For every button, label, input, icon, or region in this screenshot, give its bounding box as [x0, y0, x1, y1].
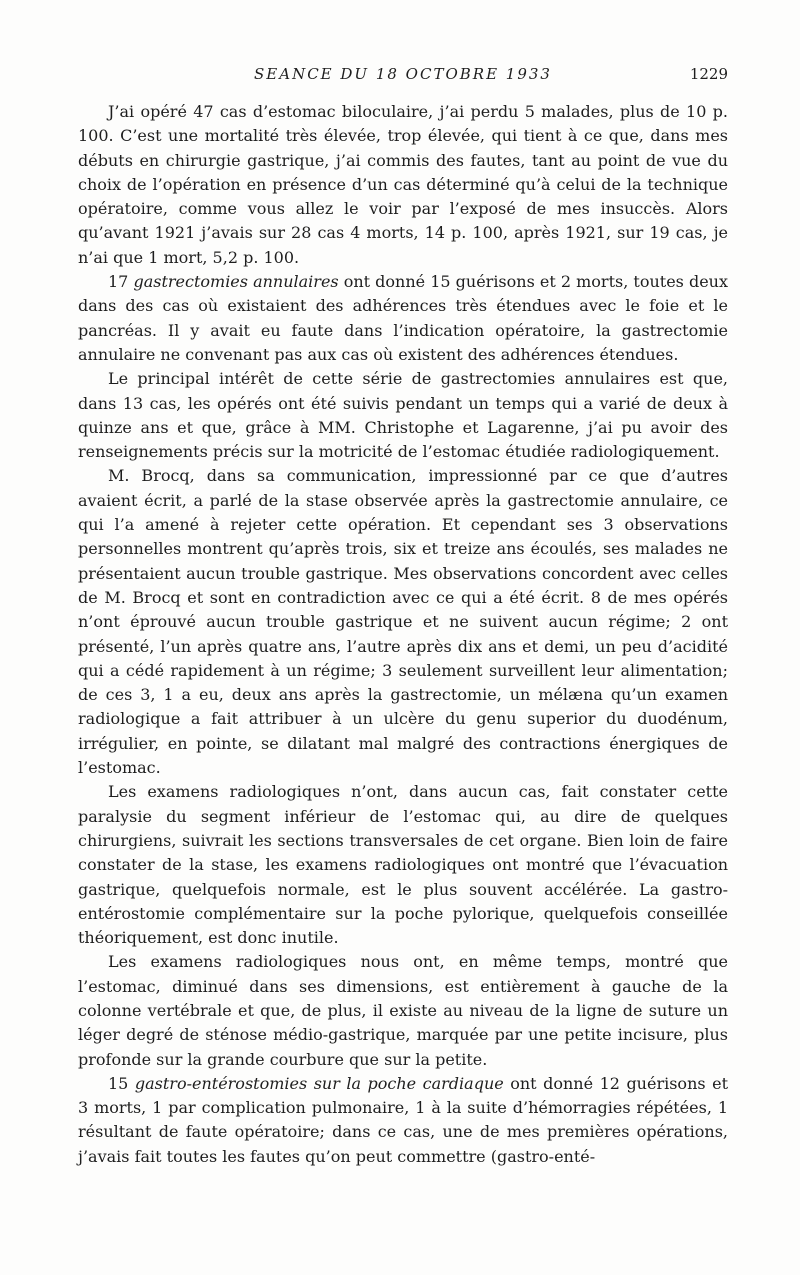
running-title: SEANCE DU 18 OCTOBRE 1933 [254, 65, 552, 83]
paragraph-4: M. Brocq, dans sa communication, impressionné par ce que d’autres avaient écrit, a parlé de la stase observée après la gastrectomie annulaire, ce qui l’a amené à rejeter cette opération. Et cependant ses 3 observations personnelles montrent qu’après trois, six et treize ans écoulés, ses malades ne présentaient aucun trouble gastrique. Mes observations concordent avec celles de M. Brocq et sont en contradiction avec ce qui a été écrit. 8 de mes opérés n’ont éprouvé aucun trouble gastrique et ne suivent aucun régime; 2 ont présenté, l’un après quatre ans, l’autre après dix ans et demi, un peu d’acidité qui a cédé rapidement à un régime; 3 seulement surveillent leur alimentation; de ces 3, 1 a eu, deux ans après la gastrectomie, un mélæna qu’un examen radiologique a fait attribuer à un ulcère du genu superior du duodénum, irrégulier, en pointe, se dilatant mal malgré des contractions énergiques de l’estomac. [78, 466, 728, 778]
paragraph-6: Les examens radiologiques nous ont, en même temps, montré que l’estomac, diminué dans ses dimensions, est entièrement à gauche de la colonne vertébrale et que, de plus, il existe au niveau de la ligne de suture un léger degré de sténose médio-gastrique, marquée par une petite incisure, plus profonde sur la grande courbure que sur la petite. [78, 952, 728, 1069]
paragraph-2 [78, 270, 728, 367]
paragraph-7-italic: gastro-entérostomies sur la poche cardiaque [134, 1073, 504, 1093]
running-header [78, 62, 728, 86]
paragraph-5: Les examens radiologiques n’ont, dans aucun cas, fait constater cette paralysie du segment inférieur de l’estomac qui, au dire de quelques chirurgiens, suivrait les sections transversales de cet organe. Bien loin de faire constater de la stase, les examens radiologiques ont montré que l’évacuation gastrique, quelquefois normale, est le plus souvent accélérée. La gastro-entérostomie complémentaire sur la poche pylorique, quelquefois conseillée théoriquement, est donc inutile. [78, 782, 728, 948]
paragraph-7 [78, 1072, 728, 1169]
body-text [78, 100, 728, 1169]
paragraph-1: J’ai opéré 47 cas d’estomac biloculaire, j’ai perdu 5 malades, plus de 10 p. 100. C’est une mortalité très élevée, trop élevée, qui tient à ce que, dans mes débuts en chirurgie gastrique, j’ai commis des fautes, tant au point de vue du choix de l’opération en présence d’un cas déterminé qu’à celui de la technique opératoire, comme vous allez le voir par l’exposé de mes insuccès. Alors qu’avant 1921 j’avais sur 28 cas 4 morts, 14 p. 100, après 1921, sur 19 cas, je n’ai que 1 mort, 5,2 p. 100. [78, 102, 728, 267]
paragraph-3: Le principal intérêt de cette série de gastrectomies annulaires est que, dans 13 cas, les opérés ont été suivis pendant un temps qui a varié de deux à quinze ans et que, grâce à MM. Christophe et Lagarenne, j’ai pu avoir des renseignements précis sur la motricité de l’estomac étudiée radiologiquement. [78, 369, 728, 462]
paragraph-7-lead: 15 [108, 1073, 135, 1093]
paragraph-2-lead: 17 [108, 272, 134, 292]
page-number: 1229 [689, 65, 728, 83]
paragraph-2-italic: gastrectomies annulaires [133, 272, 339, 292]
paragraph-2-rest: ont donné 15 guérisons et 2 morts, toutes deux dans des cas où existaient des adhérences très étendues avec le foie et le pancréas. Il y avait eu faute dans l’indication opératoire, la gastrectomie annulaire ne convenant pas aux cas où existent des adhérences étendues. [78, 272, 728, 364]
paragraph-7-rest: ont donné 12 guérisons et 3 morts, 1 par complication pulmonaire, 1 à la suite d’hémorragies répétées, 1 résultant de faute opératoire; dans ce cas, une de mes premières opérations, j’avais fait toutes les fautes qu’on peut commettre (gastro-enté- [78, 1073, 728, 1166]
